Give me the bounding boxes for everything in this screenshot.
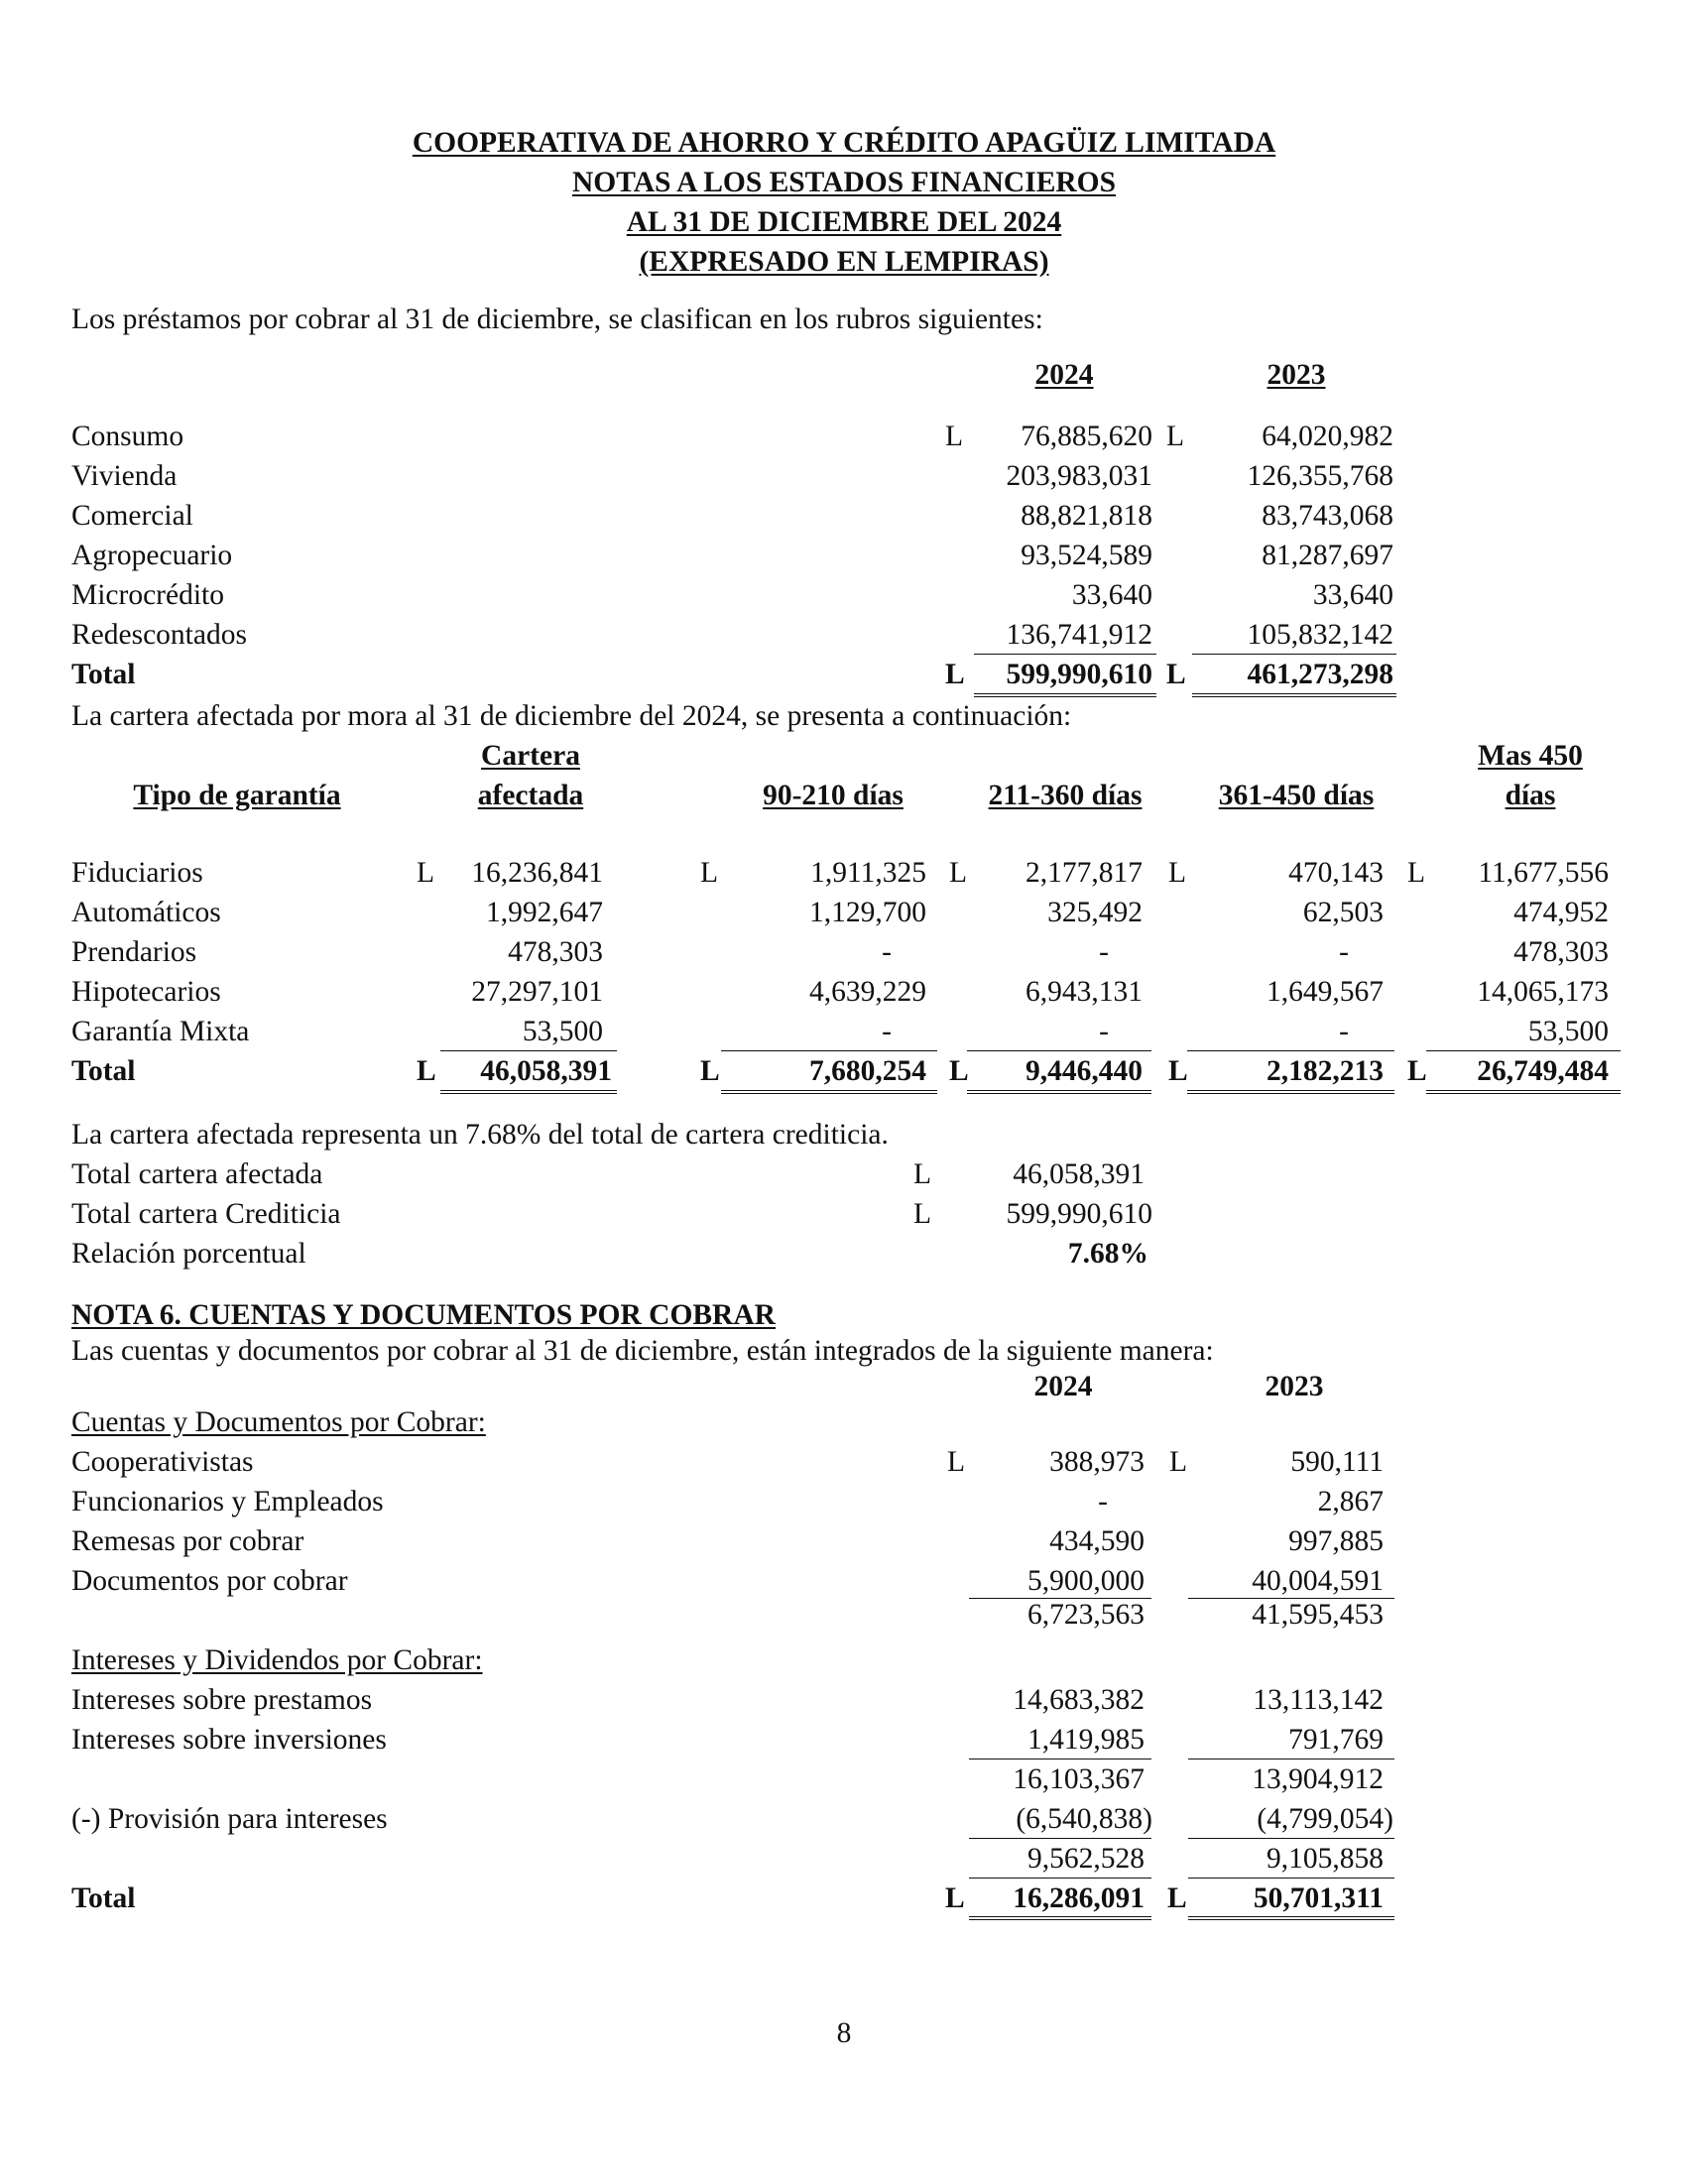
value-2024: 93,524,589	[1021, 540, 1152, 571]
value-2023: 83,743,068	[1262, 500, 1393, 532]
subtotal-rule	[1192, 654, 1396, 655]
subtotal-2023: 41,595,453	[1252, 1599, 1384, 1631]
note6-title: NOTA 6. CUENTAS Y DOCUMENTOS POR COBRAR	[71, 1299, 776, 1331]
row-label: Total cartera Crediticia	[71, 1198, 341, 1230]
value-361-450: -	[1339, 1016, 1349, 1047]
value-cartera: 478,303	[508, 936, 603, 968]
doc-date: AL 31 DE DICIEMBRE DEL 2024	[626, 206, 1062, 238]
note6-col-2023: 2023	[1265, 1371, 1324, 1402]
row-label: Documentos por cobrar	[71, 1565, 348, 1597]
subtotal-2023: 9,105,858	[1266, 1843, 1384, 1875]
row-label: Remesas por cobrar	[71, 1525, 304, 1557]
total-double-rule	[1188, 1916, 1394, 1920]
subtotal-rule	[969, 1838, 1151, 1839]
total-2024: 599,990,610	[1006, 659, 1152, 690]
value-mas-450: 14,065,173	[1477, 976, 1609, 1008]
pct-label: Relación porcentual	[71, 1238, 306, 1270]
total-double-rule	[1187, 1090, 1394, 1094]
row-label: Redescontados	[71, 619, 247, 651]
total-double-rule	[967, 1090, 1151, 1094]
value-2024: 33,640	[1071, 579, 1152, 611]
total-double-rule	[721, 1090, 937, 1094]
value-2023: 997,885	[1288, 1525, 1384, 1557]
value-361-450: 62,503	[1302, 897, 1384, 928]
section-heading: Intereses y Dividendos por Cobrar:	[71, 1644, 483, 1676]
value-2024: 14,683,382	[1013, 1684, 1145, 1716]
col-211-360: 211-360 días	[988, 780, 1143, 811]
value-2024: 434,590	[1049, 1525, 1145, 1557]
currency-symbol: L	[1166, 659, 1186, 690]
value-2023: (4,799,054)	[1257, 1803, 1393, 1835]
ratio-intro: La cartera afectada representa un 7.68% del total de cartera crediticia.	[71, 1119, 889, 1151]
currency-symbol: L	[700, 1055, 720, 1087]
total-90-210: 7,680,254	[809, 1055, 926, 1087]
value-2024: 203,983,031	[1006, 460, 1152, 492]
row-label: Agropecuario	[71, 540, 233, 571]
value-cartera-crediticia: 599,990,610	[1006, 1198, 1152, 1230]
row-label: Consumo	[71, 421, 184, 452]
currency-symbol: L	[417, 1055, 436, 1087]
currency-symbol: L	[1168, 857, 1187, 889]
currency-symbol: L	[947, 1446, 966, 1478]
value-90-210: 1,129,700	[809, 897, 926, 928]
currency-symbol: L	[1167, 1882, 1187, 1914]
value-2024: 5,900,000	[1027, 1565, 1145, 1597]
value-2024: (6,540,838)	[1016, 1803, 1152, 1835]
subtotal-rule	[1188, 1878, 1394, 1879]
value-2024: 88,821,818	[1021, 500, 1152, 532]
value-2023: 40,004,591	[1252, 1565, 1384, 1597]
subtotal-rule	[1426, 1050, 1621, 1051]
total-2023: 461,273,298	[1247, 659, 1393, 690]
value-mas-450: 478,303	[1513, 936, 1609, 968]
value-2023: 105,832,142	[1247, 619, 1393, 651]
value-2023: 81,287,697	[1262, 540, 1393, 571]
value-2024: 76,885,620	[1021, 421, 1152, 452]
currency-symbol: L	[945, 421, 964, 452]
total-label: Total	[71, 1882, 136, 1914]
value-cartera-afectada: 46,058,391	[1013, 1158, 1145, 1190]
value-211-360: 325,492	[1047, 897, 1143, 928]
note6-intro: Las cuentas y documentos por cobrar al 31 de diciembre, están integrados de la siguiente manera:	[71, 1335, 1214, 1367]
value-2023: 126,355,768	[1247, 460, 1393, 492]
total-mas-450: 26,749,484	[1477, 1055, 1609, 1087]
total-double-rule	[1426, 1090, 1621, 1094]
total-double-rule	[1192, 693, 1396, 697]
value-90-210: 4,639,229	[809, 976, 926, 1008]
row-label: Fiduciarios	[71, 857, 203, 889]
row-label: Cooperativistas	[71, 1446, 254, 1478]
currency-symbol: L	[913, 1158, 932, 1190]
value-90-210: -	[882, 1016, 892, 1047]
value-90-210: -	[882, 936, 892, 968]
value-mas-450: 53,500	[1527, 1016, 1609, 1047]
total-cartera: 46,058,391	[480, 1055, 612, 1087]
row-label: Prendarios	[71, 936, 197, 968]
currency-symbol: L	[700, 857, 719, 889]
doc-subtitle: NOTAS A LOS ESTADOS FINANCIEROS	[571, 167, 1117, 198]
currency-symbol: L	[913, 1198, 932, 1230]
page-number: 8	[836, 2017, 852, 2049]
row-label: Intereses sobre prestamos	[71, 1684, 373, 1716]
value-361-450: 470,143	[1288, 857, 1384, 889]
total-label: Total	[71, 659, 136, 690]
subtotal-rule	[1188, 1838, 1394, 1839]
value-211-360: 6,943,131	[1025, 976, 1143, 1008]
currency-symbol: L	[949, 1055, 969, 1087]
row-label: Vivienda	[71, 460, 178, 492]
row-label: Total cartera afectada	[71, 1158, 323, 1190]
value-cartera: 27,297,101	[471, 976, 603, 1008]
value-2023: 791,769	[1288, 1724, 1384, 1756]
total-2024: 16,286,091	[1013, 1882, 1145, 1914]
value-361-450: 1,649,567	[1266, 976, 1384, 1008]
total-double-rule	[974, 693, 1156, 697]
row-label: Intereses sobre inversiones	[71, 1724, 387, 1756]
subtotal-2024: 9,562,528	[1027, 1843, 1145, 1875]
subtotal-rule	[440, 1050, 617, 1051]
value-211-360: 2,177,817	[1025, 857, 1143, 889]
value-211-360: -	[1099, 936, 1109, 968]
currency-symbol: L	[945, 659, 965, 690]
value-90-210: 1,911,325	[810, 857, 926, 889]
currency-symbol: L	[945, 1882, 965, 1914]
total-label: Total	[71, 1055, 136, 1087]
row-label: Garantía Mixta	[71, 1016, 250, 1047]
col-cartera-line1: Cartera	[481, 740, 580, 772]
col-mas-450-line1: Mas 450	[1478, 740, 1583, 772]
value-2023: 2,867	[1317, 1486, 1384, 1517]
arrears-intro: La cartera afectada por mora al 31 de diciembre del 2024, se presenta a continuación:	[71, 700, 1072, 732]
value-mas-450: 11,677,556	[1478, 857, 1609, 889]
total-double-rule	[440, 1090, 617, 1094]
subtotal-rule	[974, 654, 1156, 655]
section-heading: Cuentas y Documentos por Cobrar:	[71, 1406, 486, 1438]
subtotal-rule	[1187, 1050, 1394, 1051]
col-361-450: 361-450 días	[1218, 780, 1375, 811]
loans-col-2023: 2023	[1266, 359, 1326, 391]
note6-col-2024: 2024	[1033, 1371, 1093, 1402]
value-2023: 33,640	[1312, 579, 1393, 611]
subtotal-2023: 13,904,912	[1252, 1763, 1384, 1795]
value-2024: 136,741,912	[1006, 619, 1152, 651]
value-mas-450: 474,952	[1513, 897, 1609, 928]
loans-intro: Los préstamos por cobrar al 31 de diciembre, se clasifican en los rubros siguientes:	[71, 303, 1043, 335]
value-cartera: 53,500	[522, 1016, 603, 1047]
total-double-rule	[969, 1916, 1151, 1920]
doc-title: COOPERATIVA DE AHORRO Y CRÉDITO APAGÜIZ LIMITADA	[412, 127, 1276, 159]
subtotal-2024: 6,723,563	[1027, 1599, 1145, 1631]
value-2023: 13,113,142	[1253, 1684, 1384, 1716]
subtotal-rule	[721, 1050, 937, 1051]
col-90-210: 90-210 días	[763, 780, 904, 811]
currency-symbol: L	[949, 857, 968, 889]
total-361-450: 2,182,213	[1266, 1055, 1384, 1087]
value-2023: 590,111	[1290, 1446, 1384, 1478]
col-mas-450-line2: días	[1505, 780, 1556, 811]
loans-col-2024: 2024	[1034, 359, 1094, 391]
currency-symbol: L	[1407, 857, 1426, 889]
currency-symbol: L	[1407, 1055, 1427, 1087]
value-2023: 64,020,982	[1262, 421, 1393, 452]
row-label: Comercial	[71, 500, 193, 532]
total-211-360: 9,446,440	[1025, 1055, 1143, 1087]
currency-symbol: L	[1166, 421, 1185, 452]
subtotal-rule	[969, 1878, 1151, 1879]
value-2024: 1,419,985	[1027, 1724, 1145, 1756]
row-label: (-) Provisión para intereses	[71, 1803, 388, 1835]
subtotal-rule	[967, 1050, 1151, 1051]
currency-symbol: L	[1168, 1055, 1188, 1087]
value-361-450: -	[1339, 936, 1349, 968]
value-2024: -	[1098, 1486, 1108, 1517]
value-2024: 388,973	[1049, 1446, 1145, 1478]
doc-currency-note: (EXPRESADO EN LEMPIRAS)	[639, 246, 1049, 278]
value-211-360: -	[1099, 1016, 1109, 1047]
row-label: Microcrédito	[71, 579, 224, 611]
col-cartera-line2: afectada	[477, 780, 584, 811]
value-cartera: 1,992,647	[486, 897, 603, 928]
row-label: Funcionarios y Empleados	[71, 1486, 384, 1517]
subtotal-2024: 16,103,367	[1013, 1763, 1145, 1795]
currency-symbol: L	[1169, 1446, 1188, 1478]
total-2023: 50,701,311	[1253, 1882, 1384, 1914]
row-label: Automáticos	[71, 897, 221, 928]
col-tipo-garantia: Tipo de garantía	[133, 780, 341, 811]
pct-value: 7.68%	[1067, 1238, 1148, 1270]
value-cartera: 16,236,841	[471, 857, 603, 889]
currency-symbol: L	[417, 857, 435, 889]
row-label: Hipotecarios	[71, 976, 221, 1008]
